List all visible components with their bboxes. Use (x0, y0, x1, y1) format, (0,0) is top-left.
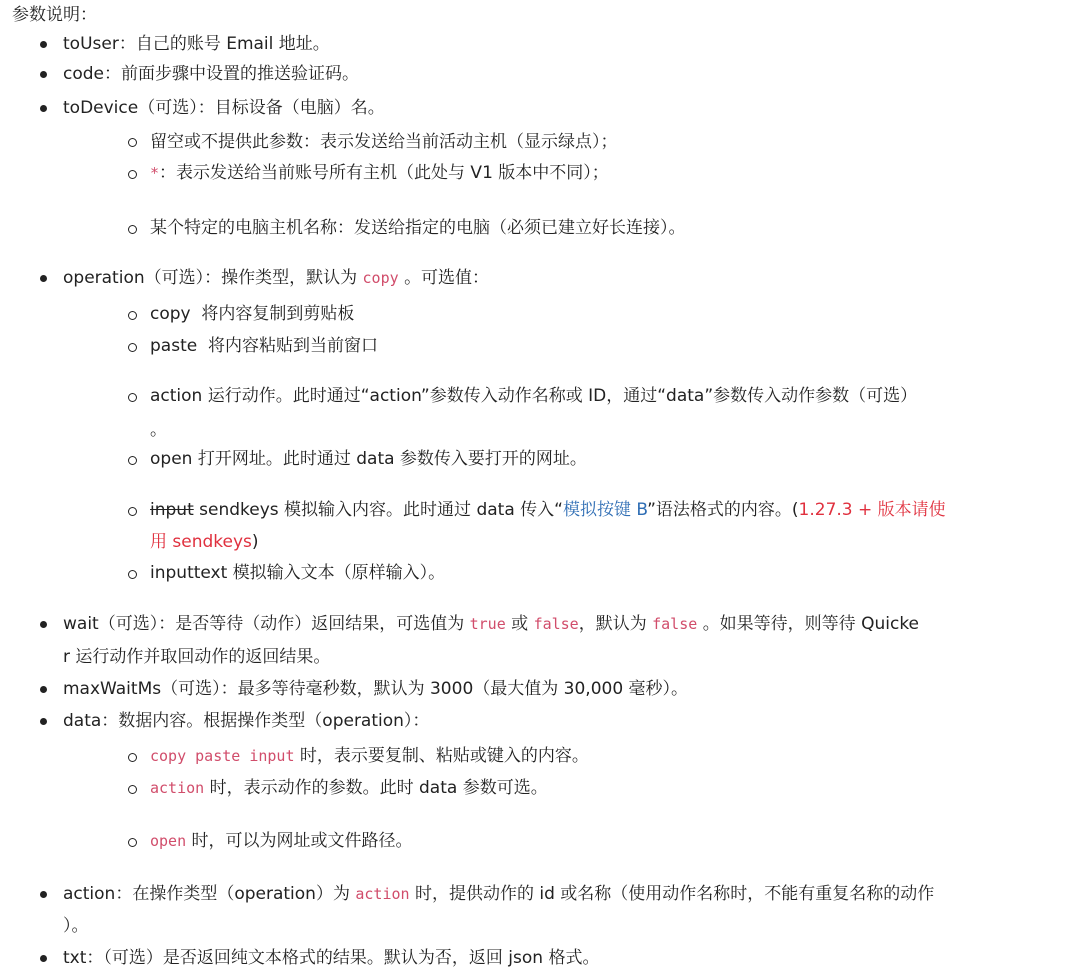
asterisk-code: * (150, 164, 160, 182)
operation-open: open 打开网址。此时通过 data 参数传入要打开的网址。 (150, 449, 587, 469)
sub-bullet (128, 393, 137, 402)
page-heading: 参数说明： (12, 5, 97, 25)
sub-bullet (128, 138, 137, 147)
param-wait-continued: r 运行动作并取回动作的返回结果。 (63, 647, 331, 667)
param-touser: toUser：自己的账号 Email 地址。 (63, 34, 330, 54)
param-wait: wait（可选）：是否等待（动作）返回结果，可选值为 true 或 false，默认为 false 。如果等待，则等待 Quicke (63, 614, 920, 634)
bullet (40, 718, 47, 725)
sendkeys-syntax-link[interactable]: 模拟按键 B (562, 500, 648, 520)
sub-bullet (128, 838, 137, 847)
sub-bullet (128, 507, 137, 516)
true-code: true (469, 615, 506, 633)
operation-copy: copy 将内容复制到剪贴板 (150, 304, 355, 324)
deprecated-input: input (150, 500, 194, 520)
operation-paste: paste 将内容粘贴到当前窗口 (150, 336, 378, 356)
sub-bullet (128, 225, 137, 234)
todevice-option-empty: 留空或不提供此参数：表示发送给当前活动主机（显示绿点）； (150, 132, 618, 152)
data-open: open 时，可以为网址或文件路径。 (150, 831, 413, 851)
bullet (40, 891, 47, 898)
sub-bullet (128, 343, 137, 352)
bullet (40, 955, 47, 962)
operation-action-continued: 。 (150, 420, 167, 440)
bullet (40, 275, 47, 282)
operation-action: action 运行动作。此时通过“action”参数传入动作名称或 ID，通过“data”参数传入动作参数（可选） (150, 386, 918, 406)
action-type-code: action (355, 885, 410, 903)
param-action-continued: ）。 (63, 916, 89, 936)
param-code: code：前面步骤中设置的推送验证码。 (63, 64, 359, 84)
param-data: data：数据内容。根据操作类型（operation）： (63, 711, 430, 731)
sub-bullet (128, 311, 137, 320)
action-code: action (150, 779, 205, 797)
bullet (40, 686, 47, 693)
sub-bullet (128, 456, 137, 465)
bullet (40, 621, 47, 628)
default-copy-code: copy (362, 269, 399, 287)
bullet (40, 71, 47, 78)
sub-bullet (128, 785, 137, 794)
param-operation: operation（可选）：操作类型，默认为 copy 。可选值： (63, 268, 490, 288)
version-note-continued: 用 sendkeys (150, 532, 252, 552)
sub-bullet (128, 170, 137, 179)
bullet (40, 105, 47, 112)
param-maxwaitms: maxWaitMs（可选）：最多等待毫秒数，默认为 3000（最大值为 30,000 毫秒）。 (63, 679, 689, 699)
sub-bullet (128, 753, 137, 762)
param-todevice: toDevice（可选）：目标设备（电脑）名。 (63, 98, 385, 118)
operation-inputtext: inputtext 模拟输入文本（原样输入）。 (150, 563, 446, 583)
open-code: open (150, 832, 187, 850)
data-copy-paste-input: copy paste input 时，表示要复制、粘贴或键入的内容。 (150, 746, 589, 766)
param-txt: txt：（可选）是否返回纯文本格式的结果。默认为否，返回 json 格式。 (63, 948, 600, 968)
data-action: action 时，表示动作的参数。此时 data 参数可选。 (150, 778, 548, 798)
copy-paste-input-code: copy paste input (150, 747, 295, 765)
todevice-option-named: 某个特定的电脑主机名称：发送给指定的电脑（必须已建立好长连接）。 (150, 218, 686, 238)
param-action: action：在操作类型（operation）为 action 时，提供动作的 id 或名称（使用动作名称时，不能有重复名称的动作 (63, 884, 935, 904)
sub-bullet (128, 570, 137, 579)
operation-sendkeys: input sendkeys 模拟输入内容。此时通过 data 传入“模拟按键 B”语法格式的内容。(1.27.3 + 版本请使 (150, 500, 946, 520)
todevice-option-all: *：表示发送给当前账号所有主机（此处与 V1 版本中不同）； (150, 163, 609, 183)
default-false-code: false (652, 615, 698, 633)
false-code: false (533, 615, 579, 633)
operation-sendkeys-continued: 用 sendkeys) (150, 532, 259, 552)
version-note: 1.27.3 + 版本请使 (798, 500, 946, 520)
bullet (40, 41, 47, 48)
